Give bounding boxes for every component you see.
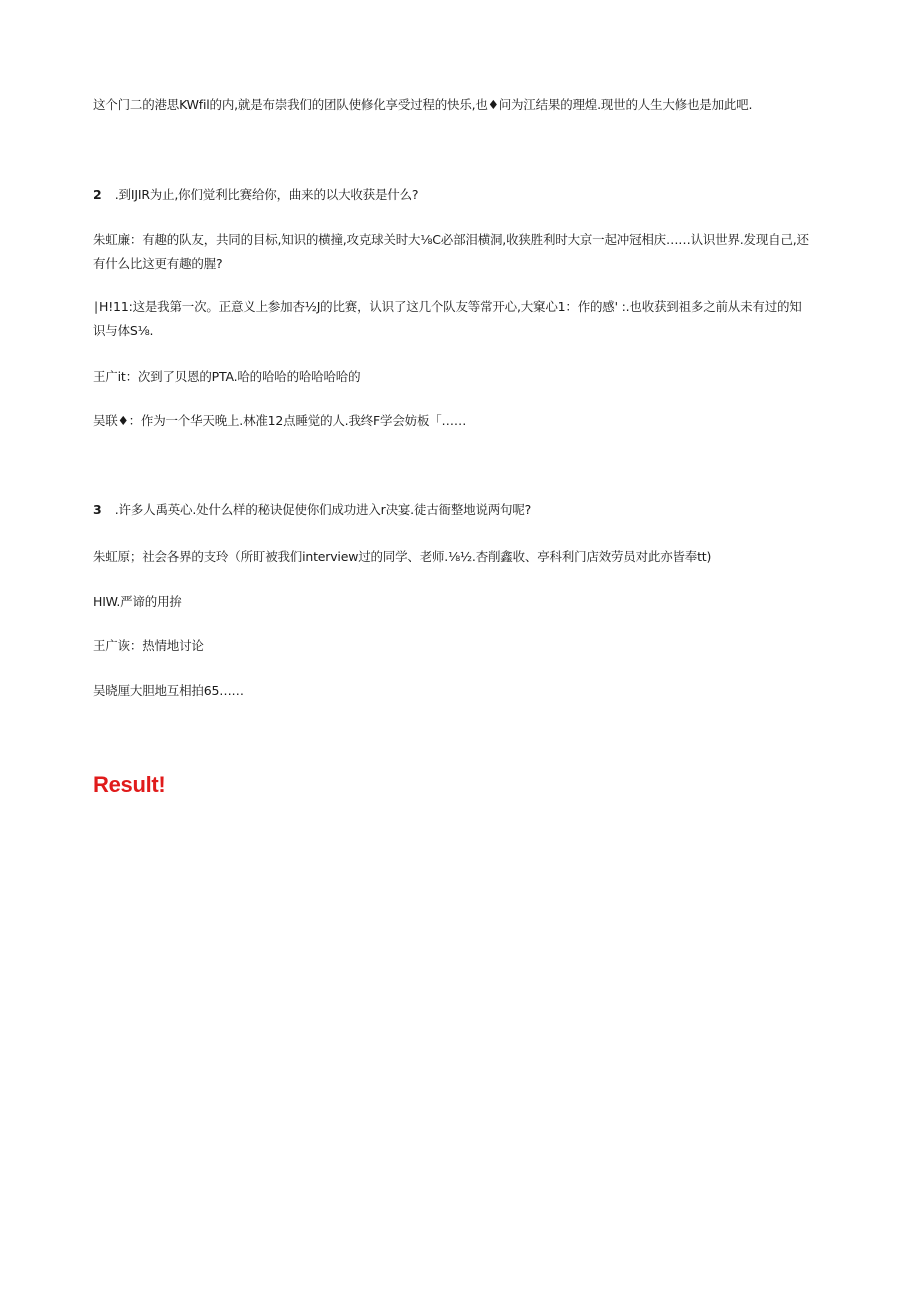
intro-paragraph: 这个门二的港思KWfil的内,就是布崇我们的团队使修化享受过程的快乐,也♦问为江结果的理煌.现世的人生大修也是加此吧. xyxy=(93,97,753,112)
q2-answer-1: 朱虹廉：有趣的队友，共同的目标,知识的横撞,攻克球关时大⅛C必部泪横洞,收狭胜利时大京一起冲冠相庆……认识世界.发现自己,还有什么比这更有趣的腥? xyxy=(93,232,809,271)
q3-answer-3: 王广诙：热情地讨论 xyxy=(93,638,204,653)
question-3-text: .许多人禹英心.处什么样的秘诀促使你们成功进入r决宴.徒古衙整地说两句呢? xyxy=(114,502,532,517)
q3-answer-1: 朱虹原；社会各界的支玲（所盯被我们interview过的同学、老师.⅛½.杏削鑫收、亭科利门店效劳员对此亦皆奉tt) xyxy=(93,549,712,564)
question-3 xyxy=(93,501,531,519)
q3-answer-4: 吴晓厘大胆地互相拍65…… xyxy=(93,683,244,698)
question-2-number: 2 xyxy=(93,187,102,202)
question-2-text: .到IJIR为止,你们觉利比赛给你，曲来的以大收获是什么? xyxy=(114,187,419,202)
q3-answer-2: HIW.严谛的用拚 xyxy=(93,594,182,609)
q2-answer-4: 吴联♦：作为一个华天晚上.林准12点睡觉的人.我终F学会妨板「…… xyxy=(93,413,467,428)
q2-answer-3: 王广it：次到了贝恩的PTA.哈的哈哈的哈哈哈哈的 xyxy=(93,369,361,384)
result-heading: Result! xyxy=(93,772,166,797)
question-2 xyxy=(93,186,418,204)
question-3-number: 3 xyxy=(93,502,102,517)
q2-answer-2: ∣H!11:这是我第一次。正意义上参加杏½J的比赛，认识了这几个队友等常开心,大窠心1：作的感' :.也收获到祖多之前从未有过的知识与体S⅛. xyxy=(93,299,802,338)
